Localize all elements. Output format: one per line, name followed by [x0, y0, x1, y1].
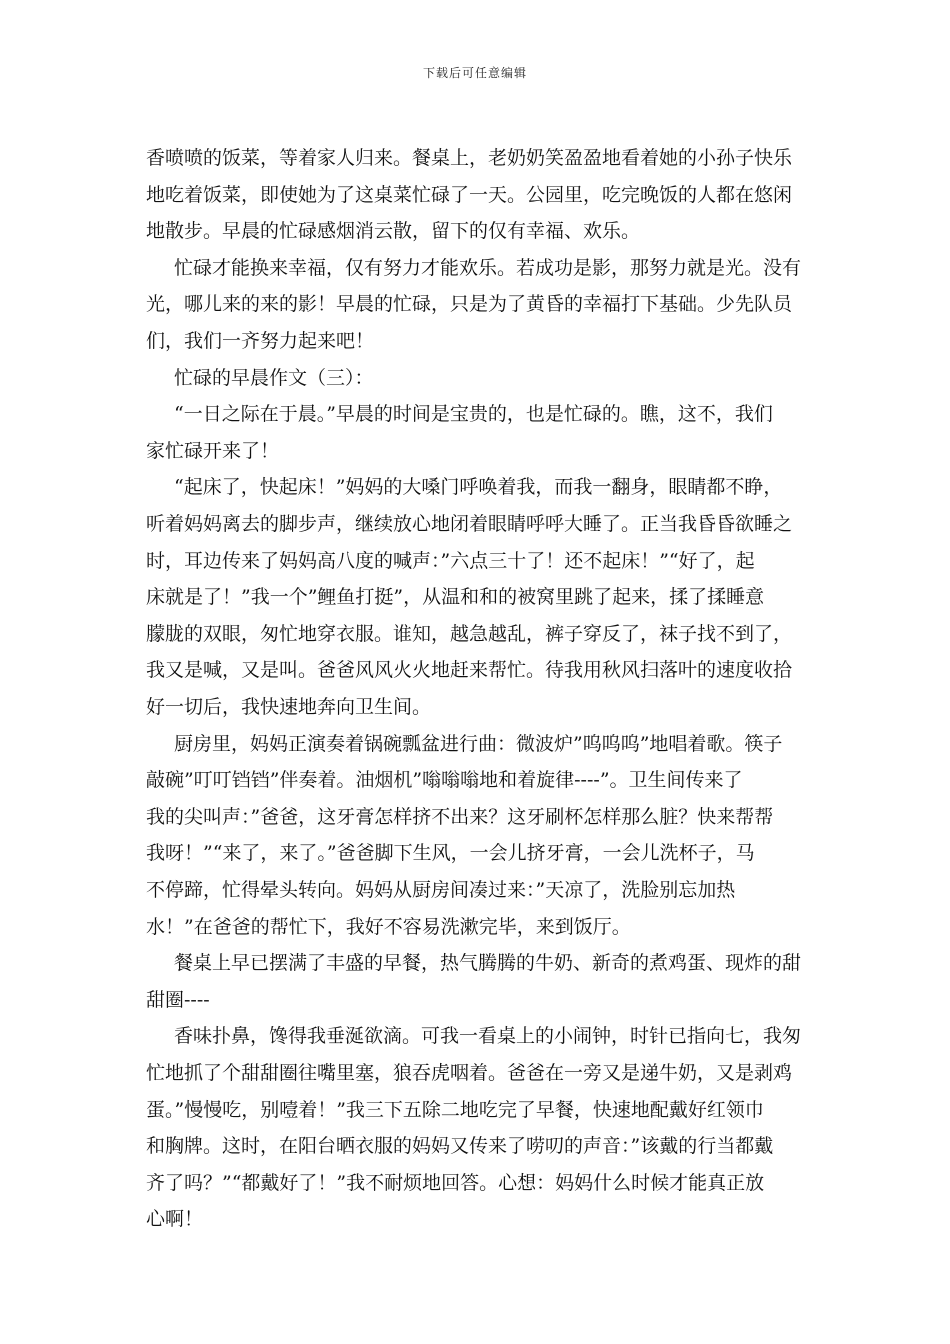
text-line: 家忙碌开来了！	[146, 440, 280, 462]
text-line: 忙碌的早晨作文（三）：	[174, 367, 374, 389]
text-line: 我又是喊，又是叫。爸爸风风火火地赶来帮忙。待我用秋风扫落叶的速度收拾	[146, 659, 793, 681]
text-line: 地吃着饭菜，即使她为了这桌菜忙碌了一天。公园里，吃完晚饭的人都在悠闲	[146, 184, 793, 206]
text-line: 敲碗”叮叮铛铛”伴奏着。油烟机”嗡嗡嗡地和着旋律----”。卫生间传来了	[146, 769, 743, 791]
text-line: 光，哪儿来的来的影！早晨的忙碌，只是为了黄昏的幸福打下基础。少先队员	[146, 293, 793, 315]
text-line: 忙碌才能换来幸福，仅有努力才能欢乐。若成功是影，那努力就是光。没有	[174, 257, 802, 279]
page-header: 下载后可任意编辑	[422, 66, 527, 80]
text-line: 和胸牌。这时，在阳台晒衣服的妈妈又传来了唠叨的声音：”该戴的行当都戴	[146, 1135, 774, 1157]
text-line: 心啊！	[146, 1208, 204, 1230]
text-line: 水！”在爸爸的帮忙下，我好不容易洗漱完毕，来到饭厅。	[146, 916, 631, 938]
text-line: 不停蹄，忙得晕头转向。妈妈从厨房间凑过来：”天凉了，洗脸别忘加热	[146, 879, 736, 901]
text-line: 甜圈----	[146, 989, 210, 1011]
text-line: 时，耳边传来了妈妈高八度的喊声：”六点三十了！还不起床！”“好了，起	[146, 550, 755, 572]
text-line: 齐了吗？”“都戴好了！”我不耐烦地回答。心想：妈妈什么时候才能真正放	[146, 1172, 765, 1194]
text-line: 厨房里，妈妈正演奏着锅碗瓢盆进行曲：微波炉”呜呜呜”地唱着歌。筷子	[174, 733, 783, 755]
text-line: 好一切后，我快速地奔向卫生间。	[146, 696, 432, 718]
text-line: 蛋。”慢慢吃，别噎着！”我三下五除二地吃完了早餐，快速地配戴好红领巾	[146, 1099, 764, 1121]
text-line: 香味扑鼻，馋得我垂涎欲滴。可我一看桌上的小闹钟，时针已指向七，我匆	[174, 1025, 802, 1047]
text-line: 香喷喷的饭菜，等着家人归来。餐桌上，老奶奶笑盈盈地看着她的小孙子快乐	[146, 147, 793, 169]
text-line: 床就是了！”我一个”鲤鱼打挺”，从温和和的被窝里跳了起来，揉了揉睡意	[146, 586, 765, 608]
text-line: 忙地抓了个甜甜圈往嘴里塞，狼吞虎咽着。爸爸在一旁又是递牛奶，又是剥鸡	[146, 1062, 793, 1084]
text-line: 我的尖叫声：”爸爸，这牙膏怎样挤不出来？这牙刷杯怎样那么脏？快来帮帮	[146, 806, 774, 828]
text-line: 朦胧的双眼，匆忙地穿衣服。谁知，越急越乱，裤子穿反了，袜子找不到了，	[146, 623, 793, 645]
text-line: 地散步。早晨的忙碌感烟消云散，留下的仅有幸福、欢乐。	[146, 220, 641, 242]
text-line: 听着妈妈离去的脚步声，继续放心地闭着眼睛呼呼大睡了。正当我昏昏欲睡之	[146, 513, 793, 535]
text-line: “起床了，快起床！”妈妈的大嗓门呼唤着我，而我一翻身，眼睛都不睁，	[174, 476, 783, 498]
text-line: 餐桌上早已摆满了丰盛的早餐，热气腾腾的牛奶、新奇的煮鸡蛋、现炸的甜	[174, 952, 802, 974]
text-line: 们，我们一齐努力起来吧！	[146, 330, 375, 352]
text-line: “一日之际在于晨。”早晨的时间是宝贵的，也是忙碌的。瞧，这不，我们	[174, 403, 773, 425]
text-line: 我呀！”“来了，来了。”爸爸脚下生风，一会儿挤牙膏，一会儿洗杯子，马	[146, 842, 755, 864]
